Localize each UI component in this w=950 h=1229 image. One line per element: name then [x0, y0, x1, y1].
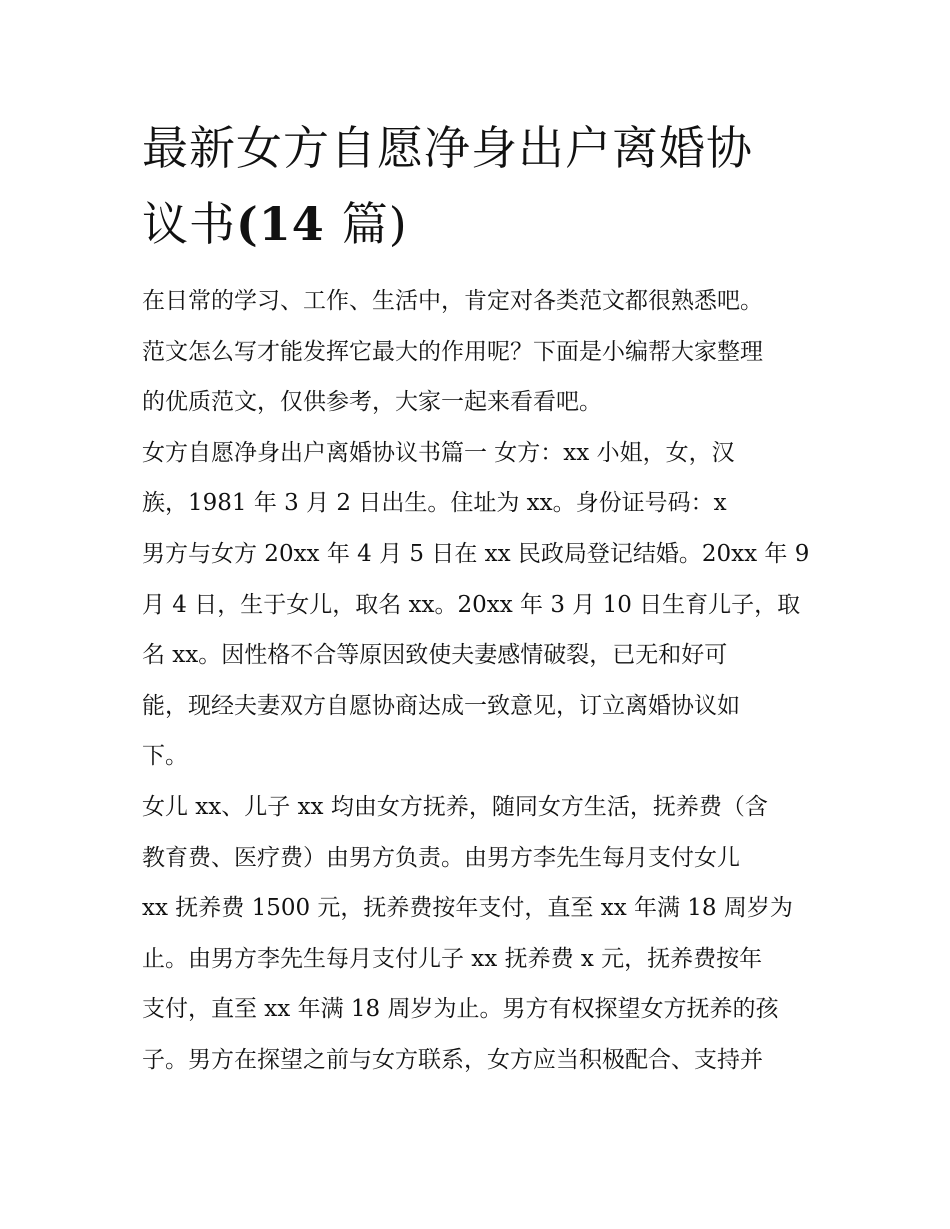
- body-line: 男方与女方 20xx 年 4 月 5 日在 xx 民政局登记结婚。20xx 年 9: [142, 540, 810, 567]
- body-line: 族，1981 年 3 月 2 日出生。住址为 xx。身份证号码：x: [142, 490, 727, 517]
- body-line: 范文怎么写才能发挥它最大的作用呢？下面是小编帮大家整理: [142, 338, 763, 365]
- document-title: [142, 110, 822, 262]
- body-line: 女方自愿净身出户离婚协议书篇一 女方：xx 小姐，女，汉: [142, 439, 735, 466]
- body-line: 女儿 xx、儿子 xx 均由女方抚养，随同女方生活，抚养费（含: [142, 793, 768, 820]
- body-line: 月 4 日，生于女儿，取名 xx。20xx 年 3 月 10 日生育儿子，取: [142, 591, 801, 618]
- body-line: 教育费、医疗费）由男方负责。由男方李先生每月支付女儿: [142, 844, 740, 871]
- body-line: 能，现经夫妻双方自愿协商达成一致意见，订立离婚协议如: [142, 692, 740, 719]
- document-body: [142, 276, 822, 1086]
- body-line: 止。由男方李先生每月支付儿子 xx 抚养费 x 元，抚养费按年: [142, 945, 763, 972]
- body-line: 下。: [142, 743, 188, 770]
- title-line-1: 最新女方自愿净身出户离婚协: [142, 121, 753, 175]
- body-line: 名 xx。因性格不合等原因致使夫妻感情破裂，已无和好可: [142, 642, 728, 669]
- body-line: xx 抚养费 1500 元，抚养费按年支付，直至 xx 年满 18 周岁为: [142, 895, 793, 922]
- body-line: 在日常的学习、工作、生活中，肯定对各类范文都很熟悉吧。: [142, 288, 763, 314]
- body-line: 子。男方在探望之前与女方联系，女方应当积极配合、支持并: [142, 1046, 763, 1073]
- body-line: 支付，直至 xx 年满 18 周岁为止。男方有权探望女方抚养的孩: [142, 996, 779, 1023]
- title-line-2-suffix: 篇): [341, 197, 408, 251]
- title-line-2-text: 议书: [142, 197, 236, 251]
- body-line: 的优质范文，仅供参考，大家一起来看看吧。: [142, 389, 602, 416]
- title-line-2-count: (14: [236, 197, 342, 251]
